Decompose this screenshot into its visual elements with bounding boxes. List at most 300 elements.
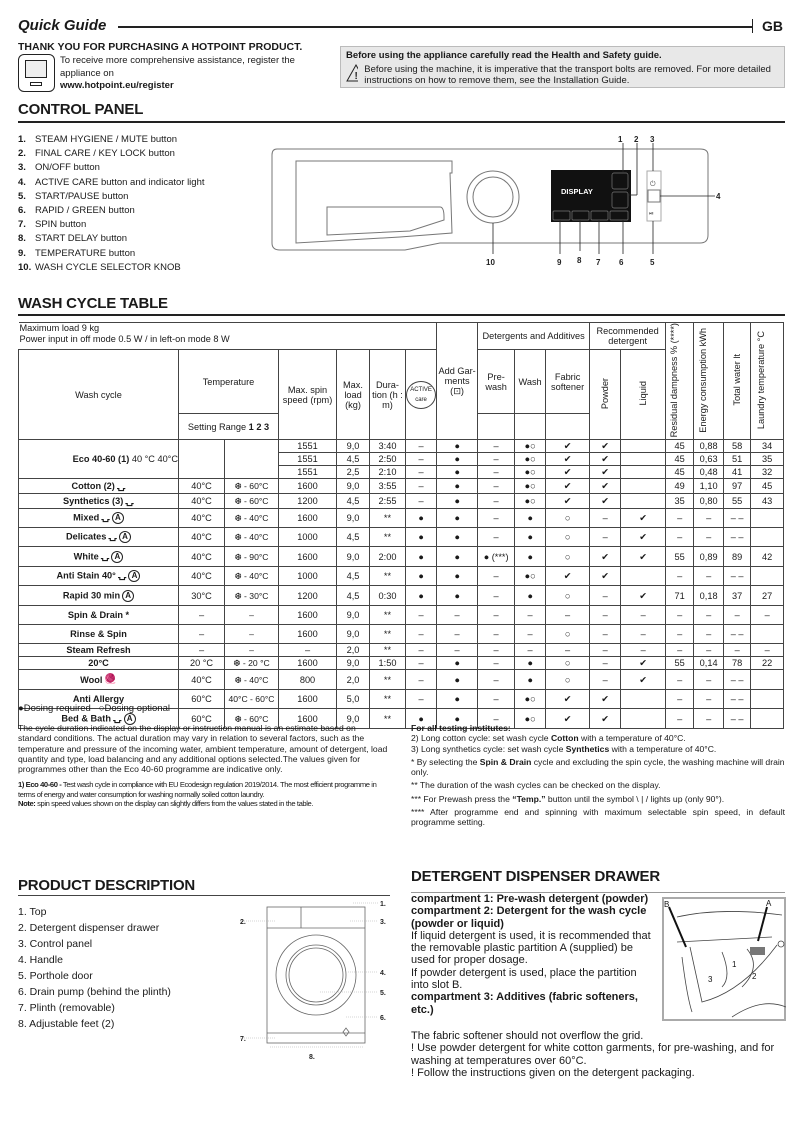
cell-laundry-temp: [751, 625, 784, 644]
cell-setting: 30°C: [179, 586, 225, 606]
wool-icon: 🧶: [104, 674, 117, 686]
cell-duration: **: [370, 606, 406, 625]
cell-active-care: –: [406, 670, 437, 690]
header-detergents: Detergents and Additives: [478, 323, 590, 350]
cell-spin: 1600: [279, 690, 337, 709]
cell-fabric-softener: –: [546, 606, 590, 625]
cell-powder: –: [590, 670, 621, 690]
computer-icon: [18, 54, 55, 92]
cell-liquid: ✔: [621, 528, 666, 547]
cell-load: 9,0: [337, 606, 370, 625]
cell-range: ❆ - 20 °C: [225, 657, 279, 670]
cell-fabric-softener: ✔: [546, 453, 590, 466]
legend-required: Dosing required: [23, 703, 91, 714]
cell-active-care: ●: [406, 567, 437, 586]
cell-duration: 1:50: [370, 657, 406, 670]
safety-warning: Before using the machine, it is imperative that the transport bolts are removed. For more detailed instructions on how to remove them, see the Installation Guide.: [364, 64, 771, 86]
control-panel-item: 1. STEAM HYGIENE / MUTE button: [18, 134, 178, 145]
cell-energy: 0,18: [694, 586, 724, 606]
header-water: Total water lt: [732, 354, 743, 406]
auto-icon: A: [122, 590, 134, 602]
max-load: Maximum load 9 kg: [19, 323, 100, 333]
cell-load: 9,0: [337, 509, 370, 528]
cell-residual: –: [666, 606, 694, 625]
cell-range: –: [225, 644, 279, 657]
tub-icon: ⍽: [101, 512, 110, 524]
cell-add-garments: ●: [437, 466, 478, 479]
header-add-garments: Add Gar- ments (⊡): [437, 323, 478, 440]
cell-residual: –: [666, 709, 694, 729]
table-row: [19, 479, 784, 494]
cell-prewash: –: [478, 440, 515, 453]
callout-8: 8.: [309, 1054, 315, 1061]
cell-duration: **: [370, 644, 406, 657]
cell-spin: 1551: [279, 453, 337, 466]
cell-range: ❆ - 30°C: [225, 586, 279, 606]
cell-add-garments: –: [437, 606, 478, 625]
cell-liquid: –: [621, 625, 666, 644]
cell-spin: 1600: [279, 547, 337, 567]
cell-active-care: –: [406, 453, 437, 466]
cell-add-garments: ●: [437, 547, 478, 567]
section-rule: [18, 314, 785, 316]
cell-setting: 40°C: [179, 547, 225, 567]
washing-machine-diagram: [230, 895, 395, 1065]
cell-energy: –: [694, 670, 724, 690]
cell-laundry-temp: [751, 509, 784, 528]
label-1: 1: [732, 960, 737, 969]
cell-add-garments: ●: [437, 690, 478, 709]
cell-load: 9,0: [337, 547, 370, 567]
cell-spin: 1000: [279, 528, 337, 547]
cell-liquid: ✔: [621, 657, 666, 670]
header-setting-range: Setting Range 1 2 3: [179, 414, 279, 440]
cell-wash: ●○: [515, 567, 546, 586]
cell-duration: **: [370, 509, 406, 528]
cell-energy: 0,63: [694, 453, 724, 466]
callout-4: 4.: [380, 970, 386, 977]
product-part-item: 2. Detergent dispenser drawer: [18, 922, 160, 934]
cycle-name: White ⍽ A: [19, 547, 179, 567]
cell-load: 4,5: [337, 528, 370, 547]
cycle-name: Cotton (2) ⍽: [19, 479, 179, 494]
cell-water: 78: [724, 657, 751, 670]
table-row-eco: [19, 440, 784, 453]
cell-spin: 1600: [279, 625, 337, 644]
header-fabric: Fabric softener: [546, 350, 590, 414]
cell-water: – –: [724, 528, 751, 547]
cell-water: 58: [724, 440, 751, 453]
auto-icon: A: [119, 531, 131, 543]
cell-wash: ●○: [515, 479, 546, 494]
active-care-icon: ACTIVE care: [406, 350, 437, 440]
product-part-item: 1. Top: [18, 906, 47, 918]
cell-active-care: –: [406, 606, 437, 625]
cell-residual: –: [666, 690, 694, 709]
cell-liquid: [621, 479, 666, 494]
cell-powder: –: [590, 625, 621, 644]
cell-prewash: –: [478, 606, 515, 625]
product-part-item: 8. Adjustable feet (2): [18, 1018, 115, 1030]
cell-wash: ●○: [515, 453, 546, 466]
label-2: 2: [752, 972, 757, 981]
cell-wash: –: [515, 625, 546, 644]
cell-spin: 1600: [279, 606, 337, 625]
cycle-name: Delicates ⍽ A: [19, 528, 179, 547]
drawer-instructions: compartment 1: Pre-wash detergent (powder) compartment 2: Detergent for the wash cycle (powder or liquid) If liquid detergent is used, it is recommended that the removable plastic partition A (supplied) be used for proper dosage. If powder detergent is used, place the partition into slot B. compartment 3: Additives (fabric softeners, etc.): [411, 893, 651, 1016]
filled-dot-icon: ●: [18, 703, 24, 714]
power-icon[interactable]: ⏻: [650, 181, 656, 188]
label-b: B: [664, 900, 670, 909]
cell-powder: –: [590, 644, 621, 657]
cell-wash: –: [515, 606, 546, 625]
cell-water: 89: [724, 547, 751, 567]
display-label: DISPLAY: [561, 187, 593, 196]
table-row: [19, 586, 784, 606]
testing-title: For all testing institutes:: [411, 723, 511, 733]
cell-energy: 0,89: [694, 547, 724, 567]
cell-active-care: –: [406, 466, 437, 479]
guide-title: Quick Guide: [18, 17, 107, 34]
cell-residual: –: [666, 528, 694, 547]
cell-residual: 45: [666, 440, 694, 453]
cell-duration: 2:10: [370, 466, 406, 479]
legend-optional: Dosing optional: [104, 703, 170, 714]
product-part-item: 5. Porthole door: [18, 970, 93, 982]
cell-powder: ✔: [590, 547, 621, 567]
cell-wash: ●: [515, 586, 546, 606]
cell-active-care: ●: [406, 709, 437, 729]
cycle-name: Synthetics (3) ⍽: [19, 494, 179, 509]
cell-residual: 35: [666, 494, 694, 509]
header-energy: Energy consumption kWh: [697, 327, 708, 433]
cell-duration: 3:55: [370, 479, 406, 494]
register-link[interactable]: www.hotpoint.eu/register: [60, 80, 174, 91]
callout-6: 6: [619, 258, 624, 267]
cell-wash: ●: [515, 528, 546, 547]
cell-prewash: –: [478, 466, 515, 479]
warning-icon: [346, 64, 358, 82]
wash-cycle-table: [18, 322, 784, 729]
cell-prewash: –: [478, 644, 515, 657]
cell-powder: –: [590, 528, 621, 547]
cell-laundry-temp: 32: [751, 466, 784, 479]
cell-energy: –: [694, 709, 724, 729]
cell-active-care: –: [406, 690, 437, 709]
cell-spin: 1200: [279, 586, 337, 606]
cell-add-garments: ●: [437, 567, 478, 586]
table-row: [19, 670, 784, 690]
cell-range: ❆ - 40°C: [225, 670, 279, 690]
cycle-name: Spin & Drain *: [19, 606, 179, 625]
callout-4: 4: [716, 192, 721, 201]
drawer-notes: The fabric softener should not overflow the grid. ! Use powder detergent for white cotton garments, for pre-washing, and for washing at temperatures over 60°C. ! Follow the instructions given on the detergent packaging.: [411, 1030, 775, 1079]
notes-left: The cycle duration indicated on the display or instruction manual is an estimate based on standard conditions. The actual duration may vary in relation to several factors, such as the temperature and pressure of the incoming water, ambient temperature, amount of detergent, load quantity and type, load balancing and any additional options selected.The values given for programmes other than the Eco 40-60 programme are indicative only. 1) Eco 40-60 - Test wash cycle in compliance with EU Ecodesign regulation 2019/2014. The most efficient programme in terms of energy and water consumption for washing normally soiled cotton laundry. Note: spin speed values shown on the display can slightly differs from the values stated in the table.: [18, 723, 388, 809]
control-panel-item: 9. TEMPERATURE button: [18, 247, 136, 259]
selector-knob[interactable]: [467, 171, 519, 223]
cell-load: 2,5: [337, 466, 370, 479]
cell-fabric-softener: ○: [546, 547, 590, 567]
play-pause-icon[interactable]: ⏯: [649, 211, 654, 217]
cell-energy: –: [694, 606, 724, 625]
cell-duration: **: [370, 567, 406, 586]
thanks-heading: THANK YOU FOR PURCHASING A HOTPOINT PRODUCT.: [18, 41, 303, 53]
control-panel-item: 3. ON/OFF button: [18, 162, 100, 174]
cell-range: –: [225, 606, 279, 625]
cell-range: ❆ - 40°C: [225, 528, 279, 547]
cell-setting: 40°C: [179, 567, 225, 586]
cell-wash: ●○: [515, 494, 546, 509]
cell-powder: –: [590, 509, 621, 528]
callout-5: 5.: [380, 990, 386, 997]
cell-fabric-softener: ○: [546, 528, 590, 547]
cell-active-care: –: [406, 479, 437, 494]
header-liquid: Liquid: [638, 381, 649, 406]
cell-residual: 45: [666, 466, 694, 479]
cell-add-garments: –: [437, 644, 478, 657]
control-panel-item: 4. ACTIVE CARE button and indicator light: [18, 176, 205, 188]
cell-setting: 40°C: [179, 494, 225, 509]
product-part-item: 7. Plinth (removable): [18, 1002, 115, 1014]
cell-add-garments: ●: [437, 670, 478, 690]
cell-prewash: –: [478, 625, 515, 644]
cell-add-garments: ●: [437, 709, 478, 729]
cell-laundry-temp: [751, 670, 784, 690]
cell-duration: **: [370, 690, 406, 709]
cell-fabric-softener: ○: [546, 670, 590, 690]
header-recommended: Recommended detergent: [590, 323, 666, 350]
cell-setting: 60°C: [179, 709, 225, 729]
cell-residual: 49: [666, 479, 694, 494]
cell-liquid: –: [621, 644, 666, 657]
cell-water: – –: [724, 670, 751, 690]
cell-spin: 1200: [279, 494, 337, 509]
cell-add-garments: ●: [437, 657, 478, 670]
cell-setting: –: [179, 644, 225, 657]
cell-liquid: [621, 440, 666, 453]
cell-prewash: –: [478, 567, 515, 586]
add-garments-icon: (⊡): [450, 386, 464, 397]
cell-wash: ●○: [515, 466, 546, 479]
tub-icon: ⍽: [112, 712, 122, 724]
cell-load: 9,0: [337, 709, 370, 729]
tub-icon: ⍽: [108, 531, 117, 543]
cell-load: 4,5: [337, 453, 370, 466]
drawer-heading: DETERGENT DISPENSER DRAWER: [411, 868, 660, 885]
cell-range: 40°C - 60°C: [225, 690, 279, 709]
register-text: To receive more comprehensive assistance, register the appliance on: [60, 55, 295, 79]
cell-residual: –: [666, 567, 694, 586]
notes-right: For all testing institutes: 2) Long cotton cycle: set wash cycle Cotton with a temperature of 40°C. 3) Long synthetics cycle: set wash cycle Synthetics with a temperature of 40°C. * By selecting the Spin & Drain cycle and excluding the spin cycle, the washing machine will drain only. ** The duration of the wash cycles can be checked on the display. *** For Prewash press the “Temp.” button until the symbol \ | / lights up (only 90°). **** After programme end and spinning with maximum selectable spin speed, in default programme setting.: [411, 723, 785, 828]
product-part-item: 4. Handle: [18, 954, 63, 966]
table-row: [19, 657, 784, 670]
tub-icon: ⍽: [117, 570, 127, 582]
cell-add-garments: ●: [437, 528, 478, 547]
safety-title: Before using the appliance carefully read the Health and Safety guide.: [346, 50, 662, 61]
control-panel-list: [18, 133, 205, 275]
cycle-name: Anti Stain 40° ⍽ A: [19, 567, 179, 586]
table-row: [19, 509, 784, 528]
cell-water: 97: [724, 479, 751, 494]
cell-spin: 1600: [279, 479, 337, 494]
cell-water: – –: [724, 625, 751, 644]
cell-wash: ●: [515, 509, 546, 528]
cell-laundry-temp: 45: [751, 479, 784, 494]
cell-fabric-softener: ✔: [546, 567, 590, 586]
control-panel-item: 7. SPIN button: [18, 219, 87, 231]
cell-add-garments: ●: [437, 494, 478, 509]
cell-range: ❆ - 90°C: [225, 547, 279, 567]
cycle-name: Bed & Bath ⍽ A: [19, 709, 179, 729]
cell-powder: ✔: [590, 709, 621, 729]
cell-energy: –: [694, 509, 724, 528]
cycle-name: Eco 40-60 (1) 40 °C 40°C: [19, 440, 179, 479]
cell-range: ❆ - 60°C: [225, 709, 279, 729]
cell-setting: –: [179, 625, 225, 644]
cell-duration: **: [370, 625, 406, 644]
cell-prewash: –: [478, 494, 515, 509]
cell-wash: –: [515, 644, 546, 657]
cell-spin: 1000: [279, 567, 337, 586]
cell-laundry-temp: [751, 690, 784, 709]
cell-load: 2,0: [337, 644, 370, 657]
cell-laundry-temp: 34: [751, 440, 784, 453]
product-description-heading: PRODUCT DESCRIPTION: [18, 877, 196, 894]
cell-add-garments: ●: [437, 453, 478, 466]
header-rule: [118, 26, 752, 28]
cell-laundry-temp: 27: [751, 586, 784, 606]
cell-liquid: [621, 453, 666, 466]
cell-prewash: –: [478, 509, 515, 528]
cell-liquid: [621, 466, 666, 479]
cell-setting: 40°C: [179, 509, 225, 528]
cell-load: 9,0: [337, 657, 370, 670]
cell-duration: 2:00: [370, 547, 406, 567]
cycle-name: Rapid 30 min A: [19, 586, 179, 606]
cycle-name: Mixed ⍽ A: [19, 509, 179, 528]
cell-liquid: ✔: [621, 670, 666, 690]
cell-laundry-temp: [751, 567, 784, 586]
callout-6: 6.: [380, 1015, 386, 1022]
label-3: 3: [708, 975, 713, 984]
control-panel-diagram: [260, 125, 802, 275]
cell-fabric-softener: ✔: [546, 479, 590, 494]
table-row: [19, 644, 784, 657]
auto-icon: A: [111, 551, 123, 563]
cell-water: 37: [724, 586, 751, 606]
cell-add-garments: ●: [437, 586, 478, 606]
cell-spin: 1600: [279, 657, 337, 670]
cell-powder: –: [590, 606, 621, 625]
cell-energy: –: [694, 567, 724, 586]
cell-fabric-softener: ✔: [546, 690, 590, 709]
table-legend: [18, 703, 170, 714]
table-row: [19, 625, 784, 644]
callout-3: 3: [650, 135, 655, 144]
control-panel-item: 5. START/PAUSE button: [18, 190, 129, 202]
cell-energy: –: [694, 690, 724, 709]
callout-5: 5: [650, 258, 655, 267]
cell-load: 4,5: [337, 494, 370, 509]
cell-active-care: –: [406, 494, 437, 509]
cell-load: 2,0: [337, 670, 370, 690]
svg-text:!: !: [354, 71, 358, 82]
header-tick: [752, 19, 753, 33]
cell-powder: ✔: [590, 567, 621, 586]
tub-icon: ⍽: [125, 495, 134, 507]
cell-liquid: ✔: [621, 547, 666, 567]
cell-range: ❆ - 60°C: [225, 479, 279, 494]
cell-active-care: –: [406, 657, 437, 670]
cell-spin: 1600: [279, 509, 337, 528]
cell-range: –: [225, 625, 279, 644]
cell-residual: –: [666, 644, 694, 657]
cell-laundry-temp: –: [751, 606, 784, 625]
control-panel-item: 10. WASH CYCLE SELECTOR KNOB: [18, 261, 181, 273]
product-part-item: 3. Control panel: [18, 938, 93, 950]
cycle-name: Rinse & Spin: [19, 625, 179, 644]
cell-wash: ●: [515, 547, 546, 567]
cell-residual: –: [666, 509, 694, 528]
table-row: [19, 494, 784, 509]
cell-wash: ●○: [515, 440, 546, 453]
tub-icon: ⍽: [100, 550, 110, 562]
cell-prewash: –: [478, 453, 515, 466]
cell-active-care: –: [406, 625, 437, 644]
cell-water: – –: [724, 709, 751, 729]
cell-active-care: –: [406, 644, 437, 657]
header-wash: Wash: [515, 350, 546, 414]
callout-10: 10: [486, 258, 495, 267]
cell-load: 9,0: [337, 440, 370, 453]
cell-setting: 20 °C: [179, 657, 225, 670]
cell-liquid: –: [621, 606, 666, 625]
power-input: Power input in off mode 0.5 W / in left-on mode 8 W: [19, 334, 230, 344]
cell-wash: ●: [515, 657, 546, 670]
cell-setting: 40°C: [179, 528, 225, 547]
register-info: [60, 55, 320, 93]
cell-energy: –: [694, 528, 724, 547]
wash-table-heading: WASH CYCLE TABLE: [18, 295, 168, 312]
header-residual: Residual dampness % (****): [668, 323, 679, 438]
cell-laundry-temp: 42: [751, 547, 784, 567]
cell-liquid: [621, 567, 666, 586]
cell-duration: **: [370, 670, 406, 690]
callout-1: 1.: [380, 901, 386, 908]
cell-spin: 1551: [279, 440, 337, 453]
cell-active-care: ●: [406, 528, 437, 547]
cycle-name: Steam Refresh: [19, 644, 179, 657]
cell-prewash: –: [478, 690, 515, 709]
table-row: [19, 606, 784, 625]
cycle-name: Wool 🧶: [19, 670, 179, 690]
cell-residual: 55: [666, 547, 694, 567]
cell-add-garments: ●: [437, 440, 478, 453]
cell-load: 4,5: [337, 586, 370, 606]
cell-duration: **: [370, 528, 406, 547]
safety-box: [340, 46, 785, 88]
cell-liquid: ✔: [621, 509, 666, 528]
cell-prewash: –: [478, 586, 515, 606]
table-row: [19, 528, 784, 547]
cell-wash: ●: [515, 670, 546, 690]
cell-load: 5,0: [337, 690, 370, 709]
cell-residual: 55: [666, 657, 694, 670]
cell-prewash: –: [478, 479, 515, 494]
cell-water: 55: [724, 494, 751, 509]
header-duration: Dura- tion (h : m): [370, 350, 406, 440]
header-temperature: Temperature: [179, 350, 279, 414]
